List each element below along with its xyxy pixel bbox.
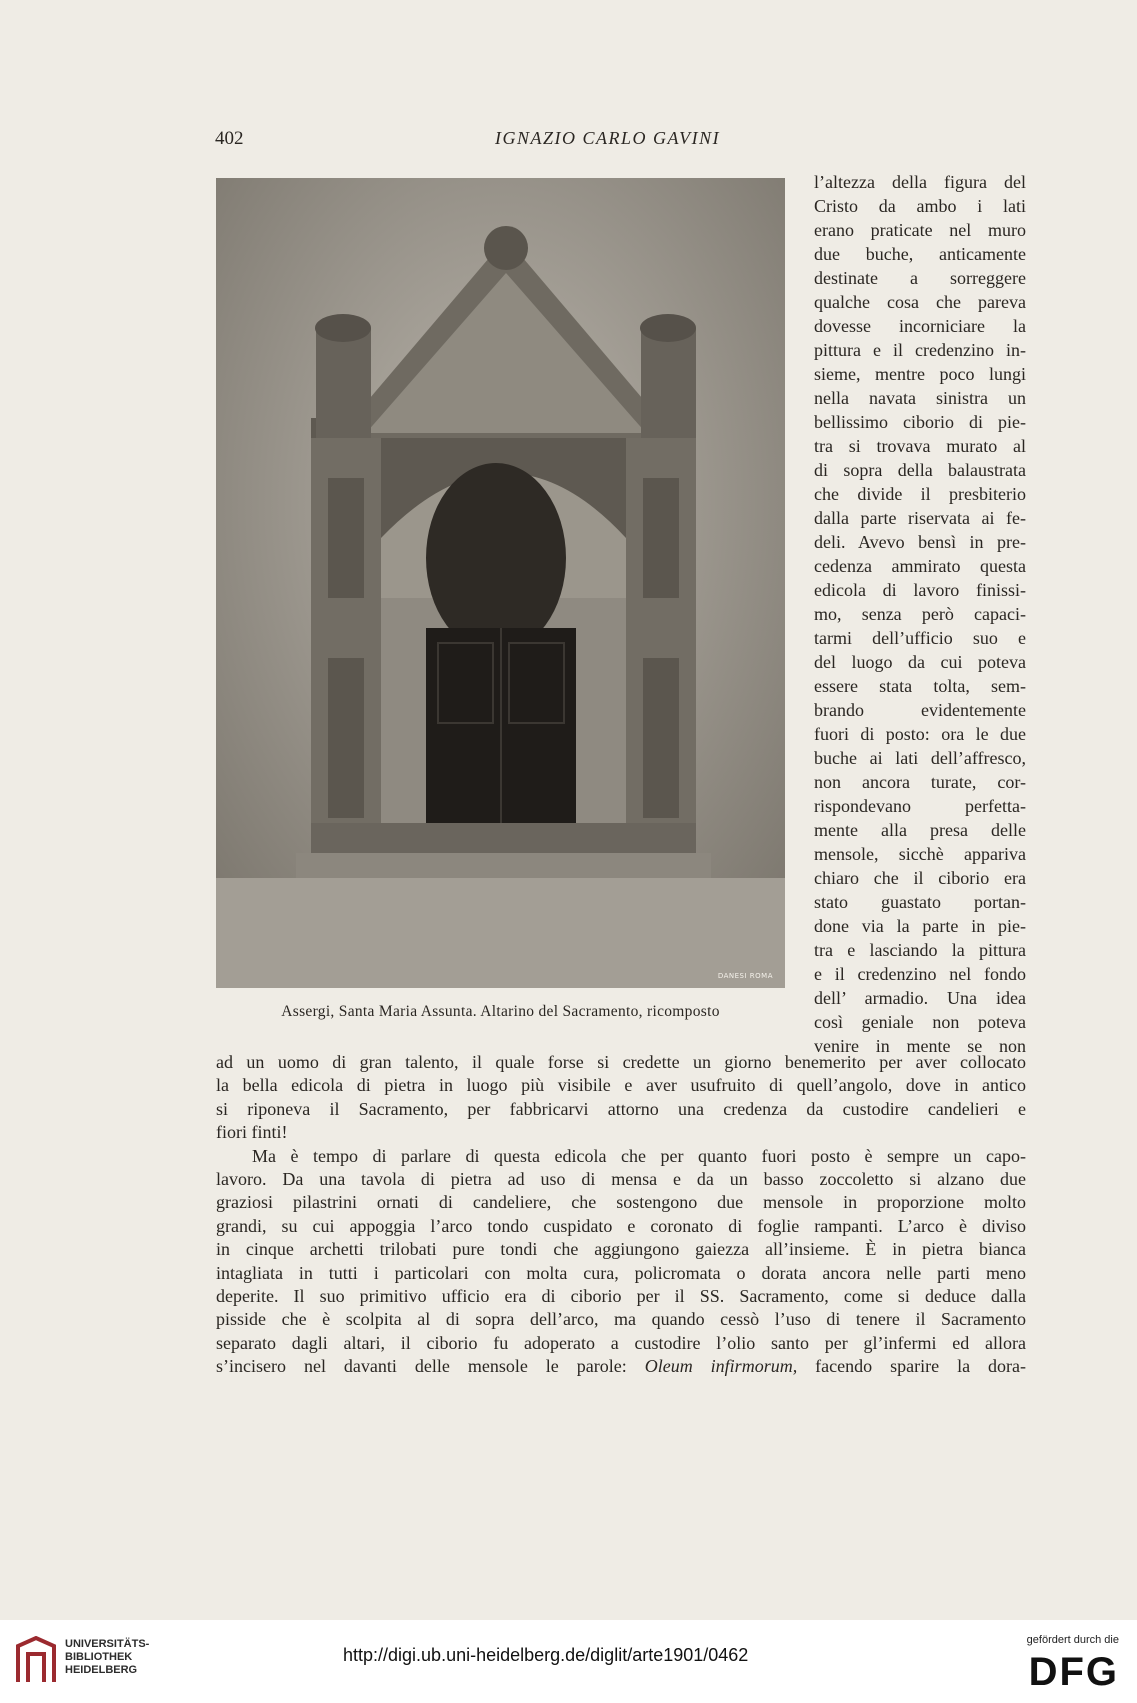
text-line: fiori finti! — [216, 1122, 288, 1143]
text-line: separato dagli altari, il ciborio fu adoperato a custodire l’olio santo per gl’infermi ed allora — [216, 1332, 1026, 1353]
text-line: Cristo da ambo i lati — [814, 196, 1026, 216]
text-line: brando evidentemente — [814, 700, 1026, 720]
text-line: rispondevano perfetta- — [814, 796, 1026, 816]
ciborium-illustration — [216, 178, 785, 988]
library-name-line-3: HEIDELBERG — [65, 1664, 138, 1676]
photo-credit: DANESI ROMA — [717, 972, 773, 980]
text-line: Ma è tempo di parlare di questa edicola che per quanto fuori posto è sempre un capo- — [252, 1145, 1026, 1166]
text-line: e il credenzino nel fondo — [814, 964, 1026, 984]
text-line: deperite. Il suo primitivo ufficio era di ciborio per il SS. Sacramento, come si deduce dalla — [216, 1285, 1026, 1306]
text-line: chiaro che il ciborio era — [814, 868, 1026, 888]
text-line: l’altezza della figura del — [814, 172, 1026, 192]
library-name-line-2: BIBLIOTHEK — [65, 1651, 133, 1663]
text-line: nella navata sinistra un — [814, 388, 1026, 408]
text-line: graziosi pilastrini ornati di candeliere, che sostengono due mensole in proporzione molto — [216, 1192, 1026, 1213]
text-line: sieme, mentre poco lungi — [814, 364, 1026, 384]
altar-photograph — [216, 178, 785, 988]
figure-caption: Assergi, Santa Maria Assunta. Altarino del Sacramento, ricomposto — [281, 1003, 720, 1020]
university-library-logo-icon — [14, 1636, 58, 1686]
text-line: così geniale non poteva — [814, 1012, 1026, 1032]
text-line: pittura e il credenzino in- — [814, 340, 1026, 360]
text-line: in cinque archetti trilobati pure tondi che aggiungono gaiezza all’insieme. È in pietra bianca — [216, 1239, 1026, 1260]
text-line: pisside che è scolpita al di sopra dell’arco, ma quando cessò l’uso di tenere il Sacramento — [216, 1309, 1026, 1330]
text-line: la bella edicola di pietra in luogo più visibile e aver usufruito di quell’angolo, dove in antico — [216, 1075, 1026, 1096]
text-line: ad un uomo di gran talento, il quale forse si credette un giorno benemerito per aver collocato — [216, 1052, 1026, 1072]
text-line: dell’ armadio. Una idea — [814, 988, 1026, 1008]
text-line: deli. Avevo bensì in pre- — [814, 532, 1026, 552]
text-line: fuori di posto: ora le due — [814, 724, 1026, 744]
text-line: due buche, anticamente — [814, 244, 1026, 264]
text-line: edicola di lavoro finissi- — [814, 580, 1026, 600]
text-line: essere stata tolta, sem- — [814, 676, 1026, 696]
text-segment: s’incisero nel davanti delle mensole le parole: — [216, 1356, 645, 1377]
text-line: mente alla presa delle — [814, 820, 1026, 840]
dfg-logo: DFG — [1028, 1650, 1119, 1694]
text-line: mensole, sicchè appariva — [814, 844, 1026, 864]
text-line: buche ai lati dell’affresco, — [814, 748, 1026, 768]
sponsor-label: gefördert durch die — [1026, 1634, 1119, 1646]
text-line: mo, senza però capaci- — [814, 604, 1026, 624]
source-url-link[interactable]: http://digi.ub.uni-heidelberg.de/diglit/arte1901/0462 — [343, 1645, 749, 1665]
text-line: cedenza ammirato questa — [814, 556, 1026, 576]
text-line: di sopra della balaustrata — [814, 460, 1026, 480]
text-line — [216, 1355, 1026, 1378]
text-line: grandi, su cui appoggia l’arco tondo cuspidato e coronato di foglie rampanti. L’arco è diviso — [216, 1215, 1026, 1236]
text-line: tra si trovava murato al — [814, 436, 1026, 456]
text-line: tarmi dell’ufficio suo e — [814, 628, 1026, 648]
library-name — [65, 1638, 149, 1677]
side-column-text — [814, 170, 1026, 1058]
text-line: del luogo da cui poteva — [814, 652, 1026, 672]
text-line: che divide il presbiterio — [814, 484, 1026, 504]
footer-bar — [0, 1620, 1137, 1703]
text-line: non ancora turate, cor- — [814, 772, 1026, 792]
text-line: si riponeva il Sacramento, per fabbricarvi attorno una credenza da custodire candelieri e — [216, 1098, 1026, 1119]
text-segment: facendo sparire la dora- — [797, 1356, 1027, 1377]
page-number: 402 — [215, 128, 244, 149]
text-line: intagliata in tutti i particolari con molta cura, policromata o dorata ancora nelle parti meno — [216, 1262, 1026, 1283]
text-line: dovesse incorniciare la — [814, 316, 1026, 336]
italic-phrase: Oleum infirmorum, — [644, 1356, 798, 1377]
text-line: lavoro. Da una tavola di pietra ad uso di mensa e da un basso zoccoletto si alzano due — [216, 1168, 1026, 1189]
text-line: dalla parte riservata ai fe- — [814, 508, 1026, 528]
text-line: bellissimo ciborio di pie- — [814, 412, 1026, 432]
text-line: done via la parte in pie- — [814, 916, 1026, 936]
running-head: IGNAZIO CARLO GAVINI — [495, 128, 721, 148]
text-line: venire in mente se non — [814, 1036, 1026, 1056]
text-line: tra e lasciando la pittura — [814, 940, 1026, 960]
library-name-line-1: UNIVERSITÄTS- — [65, 1638, 150, 1650]
text-line: qualche cosa che pareva — [814, 292, 1026, 312]
text-line: erano praticate nel muro — [814, 220, 1026, 240]
text-line: stato guastato portan- — [814, 892, 1026, 912]
text-line: destinate a sorreggere — [814, 268, 1026, 288]
body-text — [216, 1051, 1026, 1378]
